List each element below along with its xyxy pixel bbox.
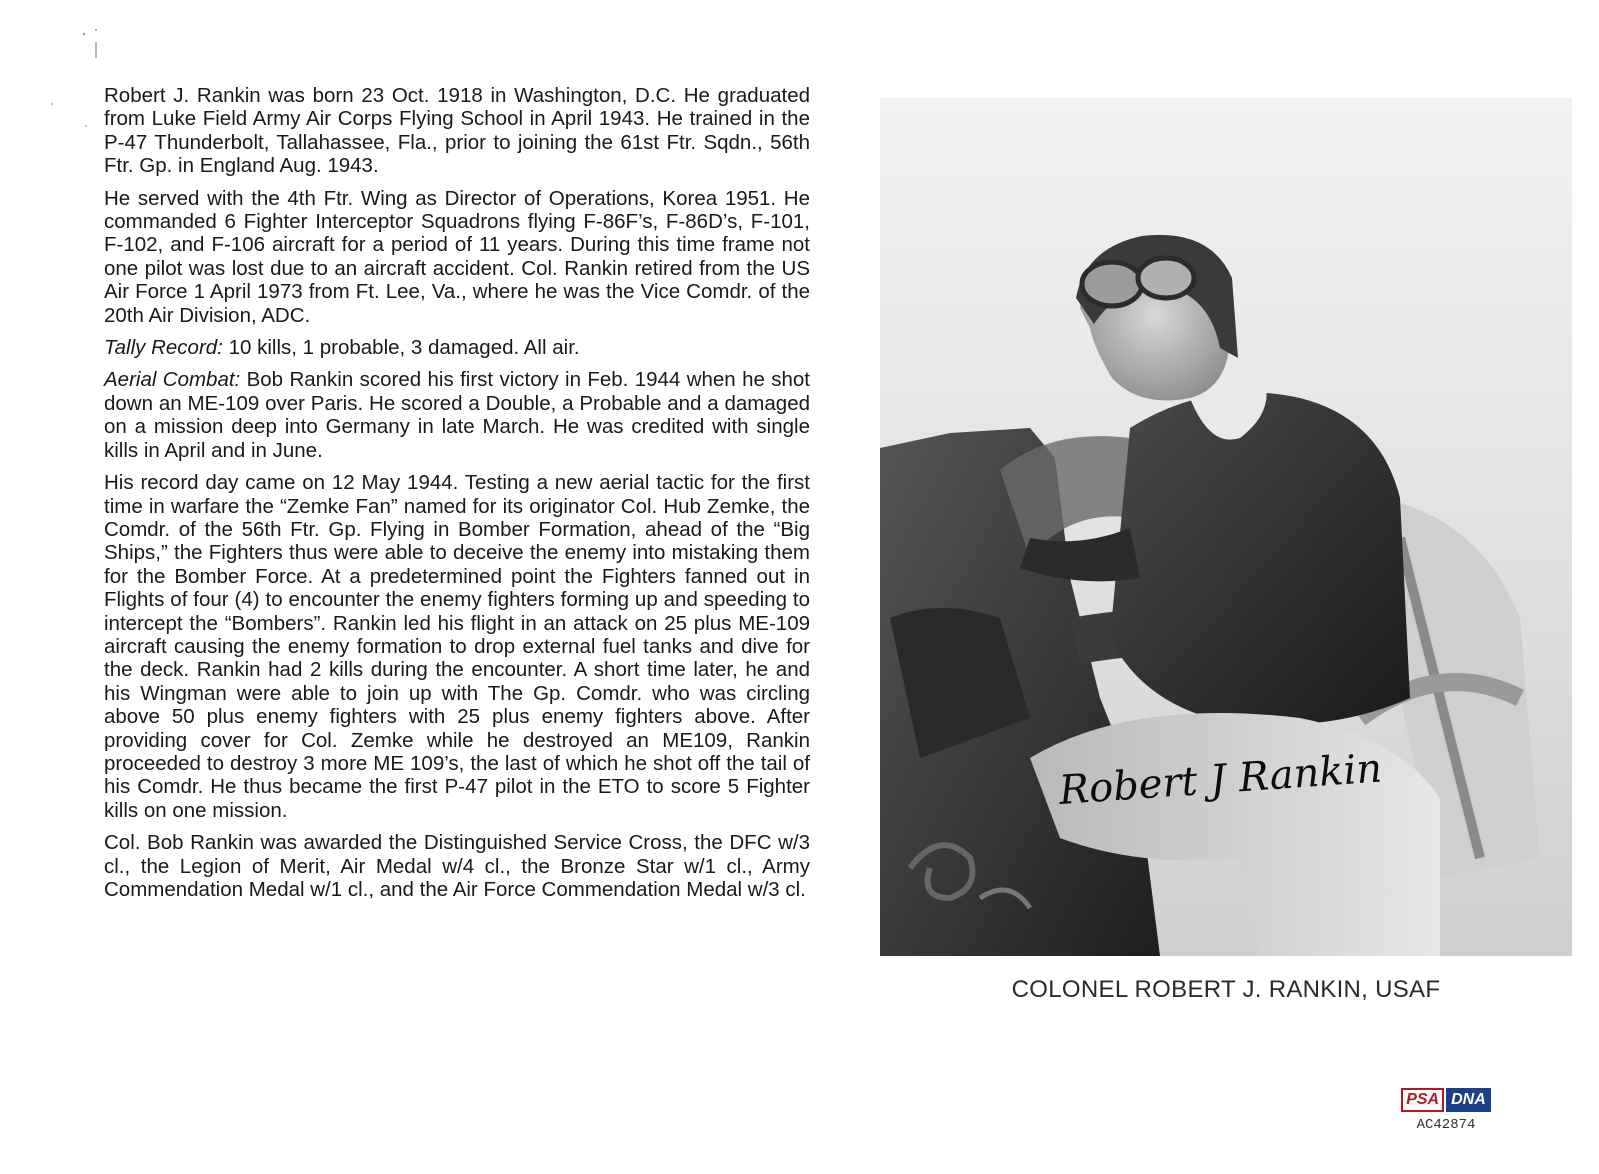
psa-dna-logo (1393, 1088, 1499, 1112)
aerial-label: Aerial Combat: (104, 368, 241, 392)
psa-logo-text: PSA (1401, 1088, 1444, 1112)
pilot-photo (880, 98, 1572, 956)
biography-text (104, 84, 810, 910)
bio-paragraph-birth: Robert J. Rankin was born 23 Oct. 1918 in Washington, D.C. He graduated from Luke Field Army Air Corps Flying School in April 1943. He trained in the P-47 Thunderbolt, Tallahassee, Fla., prior to joining the 61st Ftr. Sqdn., 56th Ftr. Gp. in England Aug. 1943. (104, 84, 810, 178)
tally-text: 10 kills, 1 probable, 3 damaged. All air. (222, 336, 580, 360)
dna-logo-text: DNA (1446, 1088, 1491, 1112)
bio-paragraph-career: He served with the 4th Ftr. Wing as Director of Operations, Korea 1951. He commanded 6 Fighter Interceptor Squadrons flying F-86F’s, F-86D’s, F-101, F-102, and F-106 aircraft for a period of 11 years. During this time frame not one pilot was lost due to an aircraft accident. Col. Rankin retired from the US Air Force 1 April 1973 from Ft. Lee, Va., where he was the Vice Comdr. of the 20th Air Division, ADC. (104, 186, 810, 327)
bio-paragraph-aerial (104, 368, 810, 462)
bio-paragraph-awards: Col. Bob Rankin was awarded the Distinguished Service Cross, the DFC w/3 cl., the Legion of Merit, Air Medal w/4 cl., the Bronze Star w/1 cl., Army Commendation Medal w/1 cl., and the Air Force Commendation Medal w/3 cl. (104, 831, 810, 901)
bio-paragraph-tally (104, 336, 810, 359)
photo-caption: COLONEL ROBERT J. RANKIN, USAF (1011, 976, 1441, 1003)
authentication-sticker (1393, 1088, 1499, 1133)
certification-code: AC42874 (1416, 1117, 1476, 1133)
bio-paragraph-record-day: His record day came on 12 May 1944. Testing a new aerial tactic for the first time in warfare the “Zemke Fan” named for its originator Col. Hub Zemke, the Comdr. of the 56th Ftr. Gp. Flying in Bomber Formation, ahead of the “Big Ships,” the Fighters thus were able to deceive the enemy into mistaking them for the Bomber Force. At a predetermined point the Fighters fanned out in Flights of four (4) to encounter the enemy fighters forming up and speeding to intercept the “Bombers”. Rankin led his flight in an attack on 25 plus ME-109 aircraft causing the enemy formation to drop external fuel tanks and dive for the deck. Rankin had 2 kills during the encounter. A short time later, he and his Wingman were able to join up with The Gp. Comdr. who was circling above 50 plus enemy fighters with 25 plus enemy fighters above. After providing cover for Col. Zemke while he destroyed an ME109, Rankin proceeded to destroy 3 more ME 109’s, the last of which he shot off the tail of his Comdr. He thus became the first P-47 pilot in the ETO to score 5 Fighter kills on one mission. (104, 471, 810, 822)
autograph-signature: Robert J Rankin (1057, 745, 1384, 814)
tally-label: Tally Record: (104, 336, 223, 360)
aerial-text: Bob Rankin scored his first victory in Feb. 1944 when he shot down an ME-109 over Paris. He scored a Double, a Probable and a damaged on a mission deep into Germany in late March. He was credited with single kills in April and in June. (104, 368, 810, 462)
